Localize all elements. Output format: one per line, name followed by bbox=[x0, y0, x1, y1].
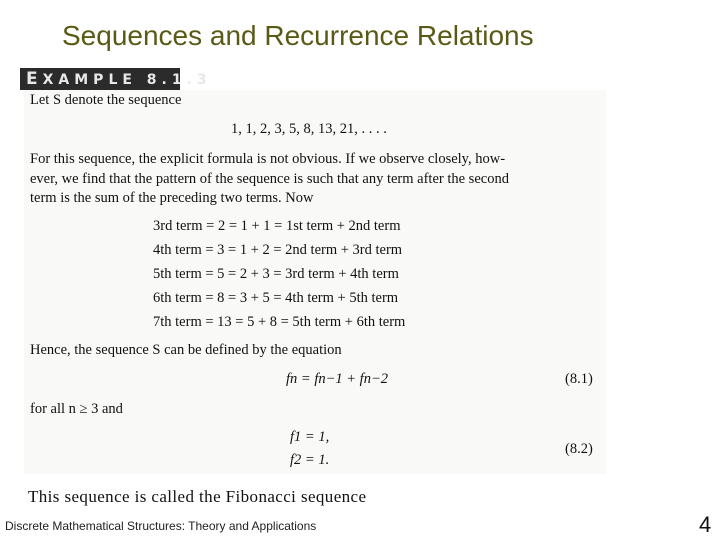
term-row: 6th term = 8 = 3 + 5 = 4th term + 5th term bbox=[153, 290, 399, 306]
initial-condition-2: f2 = 1. bbox=[290, 452, 330, 468]
banner-initial: E bbox=[26, 69, 43, 89]
term-row: 7th term = 13 = 5 + 8 = 5th term + 6th term bbox=[153, 314, 406, 330]
equation-number: (8.1) bbox=[565, 371, 593, 387]
equation-number: (8.2) bbox=[565, 441, 593, 457]
example-body bbox=[24, 90, 606, 474]
intro-text: Let S denote the sequence bbox=[30, 92, 182, 108]
conclusion-text: This sequence is called the Fibonacci sequence bbox=[28, 487, 367, 506]
footer-text: Discrete Mathematical Structures: Theory and Applications bbox=[5, 519, 317, 533]
banner-label: XAMPLE 8.1.3 bbox=[42, 72, 212, 88]
slide-title: Sequences and Recurrence Relations bbox=[62, 20, 534, 51]
paragraph-line-2: ever, we find that the pattern of the sequence is such that any term after the second bbox=[30, 171, 509, 187]
term-row: 4th term = 3 = 1 + 2 = 2nd term + 3rd term bbox=[153, 242, 403, 258]
paragraph-line-3: term is the sum of the preceding two terms. Now bbox=[30, 190, 314, 206]
term-row: 5th term = 5 = 2 + 3 = 3rd term + 4th term bbox=[153, 266, 399, 282]
example-banner bbox=[20, 68, 212, 90]
initial-condition-1: f1 = 1, bbox=[290, 429, 330, 445]
recurrence-equation: fn = fn−1 + fn−2 bbox=[286, 371, 388, 387]
hence-text: Hence, the sequence S can be defined by the equation bbox=[30, 342, 342, 358]
term-row: 3rd term = 2 = 1 + 1 = 1st term + 2nd term bbox=[153, 218, 401, 234]
page-number: 4 bbox=[699, 512, 712, 537]
for-all-text: for all n ≥ 3 and bbox=[30, 401, 123, 417]
sequence-listing: 1, 1, 2, 3, 5, 8, 13, 21, . . . . bbox=[231, 121, 387, 137]
paragraph-line-1: For this sequence, the explicit formula is not obvious. If we observe closely, how- bbox=[30, 151, 506, 167]
